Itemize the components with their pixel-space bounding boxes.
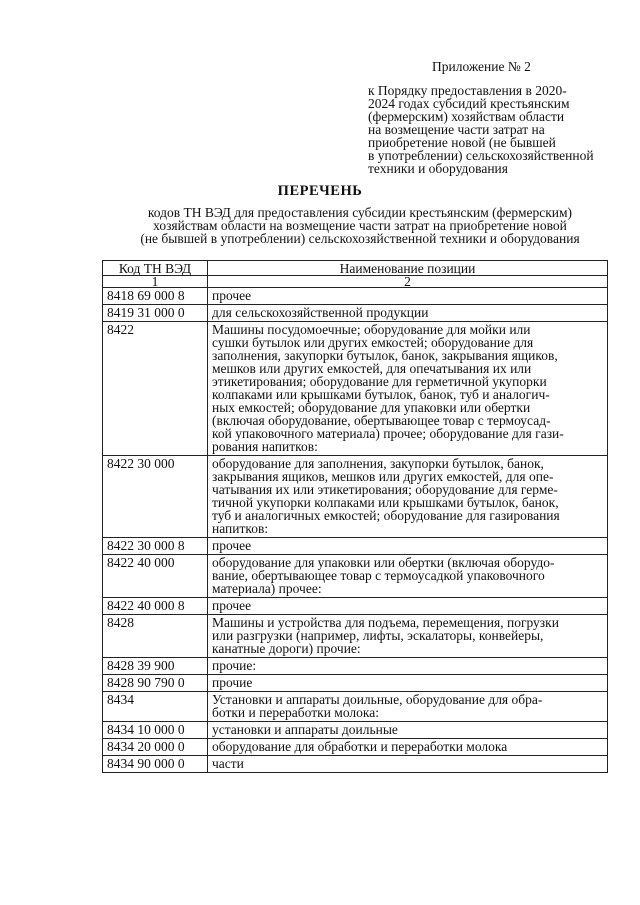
- column-number: 1: [103, 276, 208, 288]
- codes-table: [102, 260, 608, 773]
- code-cell: 8419 31 000 0: [103, 305, 208, 322]
- code-cell: 8422 40 000: [103, 555, 208, 598]
- document-title: ПЕРЕЧЕНЬ: [277, 183, 363, 199]
- table-row: [103, 538, 608, 555]
- column-numbers-row: [103, 276, 608, 288]
- code-cell: 8434: [103, 692, 208, 722]
- name-cell: прочее: [208, 288, 608, 305]
- code-cell: 8422 30 000: [103, 456, 208, 538]
- header-code: Код ТН ВЭД: [103, 261, 208, 276]
- table-row: [103, 598, 608, 615]
- code-cell: 8434 90 000 0: [103, 756, 208, 773]
- table-header-row: [103, 261, 608, 276]
- table-row: [103, 692, 608, 722]
- name-cell: прочее: [208, 598, 608, 615]
- table-row: [103, 555, 608, 598]
- name-cell: Машины и устройства для подъема, перемещения, погрузки или разгрузки (например, лифты, эскалаторы, конвейеры, канатные дороги) прочие:: [208, 615, 608, 658]
- code-cell: 8434 10 000 0: [103, 722, 208, 739]
- name-cell: прочие: [208, 675, 608, 692]
- name-cell: для сельскохозяйственной продукции: [208, 305, 608, 322]
- name-cell: установки и аппараты доильные: [208, 722, 608, 739]
- name-cell: Установки и аппараты доильные, оборудование для обра- ботки и переработки молока:: [208, 692, 608, 722]
- appendix-text: к Порядку предоставления в 2020- 2024 годах субсидий крестьянским (фермерским) хозяйствам области на возмещение части затрат на приобретение новой (не бывшей в употреблении) сельскохозяйственной техники и оборудования: [368, 83, 594, 176]
- name-cell: оборудование для заполнения, закупорки бутылок, банок, закрывания ящиков, мешков или других емкостей, для опе- чатывания их или этикетирования; оборудование для герме- тичной укупорки колпаками или крышками бутылок, банок, туб и аналогичных емкостей; оборудование для газирования напитков:: [208, 456, 608, 538]
- table-row: [103, 658, 608, 675]
- appendix-header: [368, 60, 608, 175]
- code-cell: 8418 69 000 8: [103, 288, 208, 305]
- code-cell: 8434 20 000 0: [103, 739, 208, 756]
- name-cell: прочие:: [208, 658, 608, 675]
- table-row: [103, 722, 608, 739]
- name-cell: Машины посудомоечные; оборудование для мойки или сушки бутылок или других емкостей; оборудование для заполнения, закупорки бутылок, банок, закрывания ящиков, мешков или других емкостей, для опечатывания их или этикетирования; оборудование для герметичной укупорки колпаками или крышками бутылок, банок, туб и аналогич- ных емкостей; оборудование для упаковки или обертки (включая оборудование, обертывающее товар с термоусад- кой упаковочного материала) прочее; оборудование для гази- рования напитков:: [208, 322, 608, 456]
- code-cell: 8428 39 900: [103, 658, 208, 675]
- code-cell: 8428 90 790 0: [103, 675, 208, 692]
- name-cell: части: [208, 756, 608, 773]
- document-subtitle: кодов ТН ВЭД для предоставления субсидии крестьянским (фермерским) хозяйствам области на возмещение части затрат на приобретение новой (не бывшей в употреблении) сельскохозяйственной техники и оборудования: [140, 205, 580, 246]
- table-row: [103, 456, 608, 538]
- appendix-number: Приложение № 2: [432, 59, 531, 74]
- code-cell: 8428: [103, 615, 208, 658]
- name-cell: оборудование для обработки и переработки молока: [208, 739, 608, 756]
- code-cell: 8422 40 000 8: [103, 598, 208, 615]
- table-row: [103, 675, 608, 692]
- table-row: [103, 756, 608, 773]
- table-row: [103, 322, 608, 456]
- code-cell: 8422: [103, 322, 208, 456]
- name-cell: оборудование для упаковки или обертки (включая оборудо- вание, обертывающее товар с термоусадкой упаковочного материала) прочее:: [208, 555, 608, 598]
- table-row: [103, 305, 608, 322]
- name-cell: прочее: [208, 538, 608, 555]
- table-row: [103, 739, 608, 756]
- table-row: [103, 615, 608, 658]
- code-cell: 8422 30 000 8: [103, 538, 208, 555]
- header-name: Наименование позиции: [208, 261, 608, 276]
- table-row: [103, 288, 608, 305]
- column-number: 2: [208, 276, 608, 288]
